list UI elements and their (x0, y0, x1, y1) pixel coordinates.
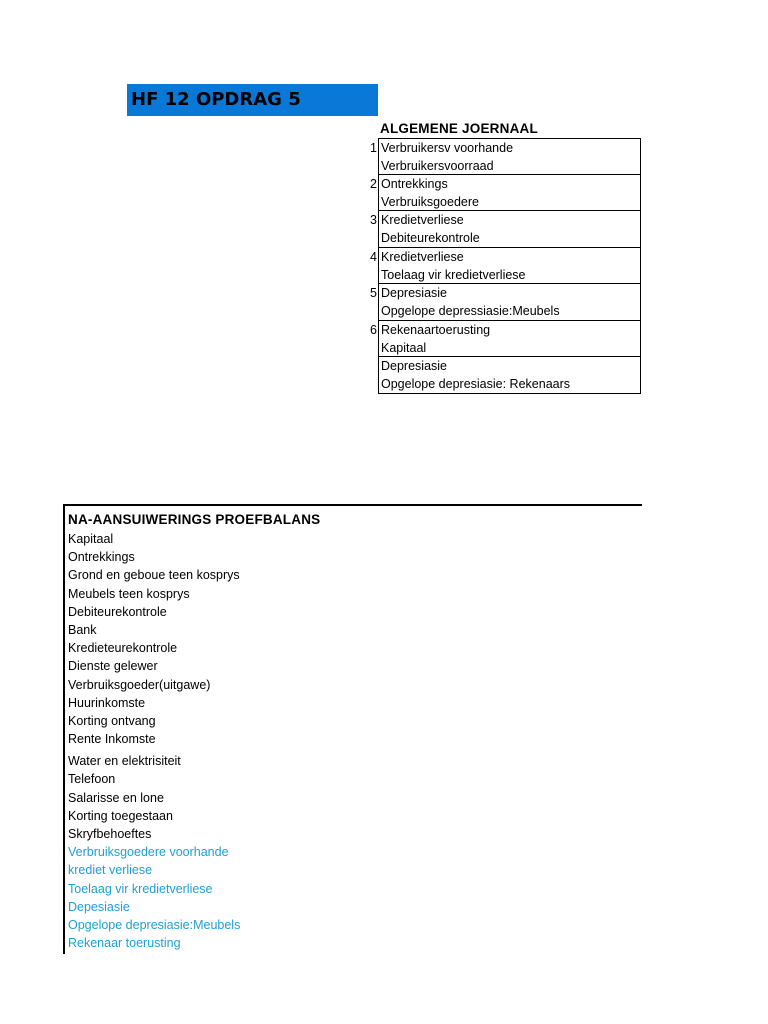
account-item: Telefoon (68, 772, 116, 787)
account-item: Korting ontvang (68, 713, 156, 728)
entry-credit-account: Opgelope depressiasie:Meubels (381, 304, 560, 318)
account-item: Rente Inkomste (68, 732, 156, 747)
account-item: Water en elektrisiteit (68, 754, 181, 769)
adjustment-account-item: Toelaag vir kredietverliese (68, 881, 213, 896)
account-item: Meubels teen kosprys (68, 586, 190, 601)
entry-credit-account: Verbruiksgoedere (381, 194, 479, 209)
account-item: Verbruiksgoeder(uitgawe) (68, 677, 211, 692)
trial-balance-section (63, 504, 642, 954)
account-item: Kredieteurekontrole (68, 641, 178, 656)
journal-entry (370, 175, 641, 212)
entry-number: 6 (370, 322, 377, 337)
entry-debit-account: Verbruikersv voorhande (381, 141, 514, 155)
journal-entry (370, 138, 641, 175)
entry-number: 2 (370, 176, 377, 191)
entry-credit-account: Kapitaal (381, 340, 427, 355)
account-item: Grond en geboue teen kosprys (68, 568, 240, 583)
entry-number: 5 (370, 286, 377, 300)
account-item: Korting toegestaan (68, 808, 173, 823)
entry-debit-account: Kredietverliese (381, 213, 464, 227)
journal-entry (370, 248, 641, 285)
entry-number: 1 (370, 141, 377, 155)
adjustment-account-item: Opgelope depresiasie:Meubels (68, 917, 241, 932)
journal-heading: ALGEMENE JOERNAAL (380, 121, 538, 136)
journal-entry (378, 357, 641, 394)
journal-entry (370, 211, 641, 248)
trial-balance-account-list (68, 530, 240, 952)
account-item: Dienste gelewer (68, 659, 158, 674)
account-item: Salarisse en lone (68, 790, 164, 805)
entry-debit-account: Ontrekkings (381, 176, 448, 191)
adjustment-account-item: Depesiasie (68, 899, 130, 914)
entry-number: 4 (370, 249, 377, 264)
account-item: Debiteurekontrole (68, 604, 167, 619)
assignment-title: HF 12 OPDRAG 5 (127, 84, 378, 116)
entry-debit-account: Depresiasie (381, 286, 448, 300)
adjustment-account-item: krediet verliese (68, 863, 153, 878)
adjustment-account-item: Rekenaar toerusting (68, 936, 181, 951)
account-item: Kapitaal (68, 532, 114, 546)
trial-balance-heading: NA-AANSUIWERINGS PROEFBALANS (68, 512, 321, 527)
account-item: Skryfbehoeftes (68, 827, 152, 841)
entry-debit-account: Rekenaartoerusting (381, 322, 491, 337)
general-journal-table (370, 138, 641, 394)
account-item: Bank (68, 622, 97, 637)
entry-debit-account: Kredietverliese (381, 249, 464, 264)
account-item: Ontrekkings (68, 550, 135, 565)
adjustment-account-item: Verbruiksgoedere voorhande (68, 845, 229, 860)
entry-number: 3 (370, 213, 377, 227)
journal-entry (370, 321, 641, 358)
entry-credit-account: Toelaag vir kredietverliese (381, 267, 526, 282)
entry-credit-account: Verbruikersvoorraad (381, 159, 494, 173)
journal-entry (370, 284, 641, 321)
account-item: Huurinkomste (68, 695, 146, 710)
entry-debit-account: Depresiasie (381, 359, 448, 373)
entry-credit-account: Opgelope depresiasie: Rekenaars (381, 377, 571, 391)
entry-credit-account: Debiteurekontrole (381, 231, 480, 245)
